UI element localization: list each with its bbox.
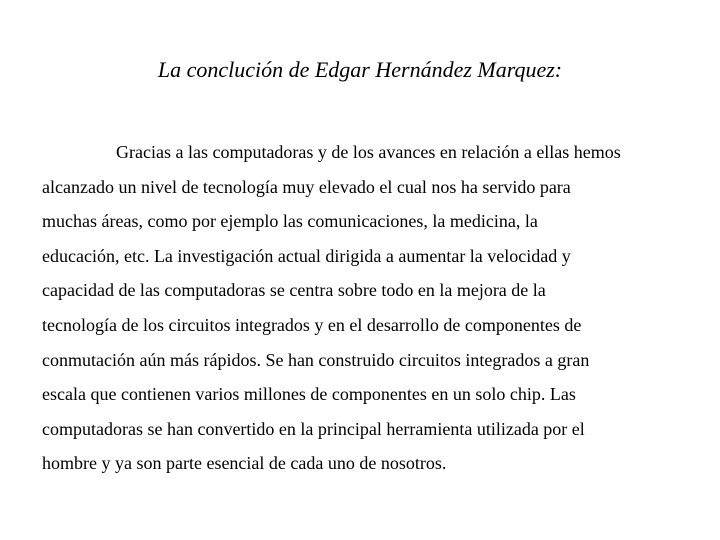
paragraph-line: alcanzado un nivel de tecnología muy elevado el cual nos ha servido para [42,176,571,197]
conclusion-paragraph [42,135,692,481]
paragraph-line: muchas áreas, como por ejemplo las comunicaciones, la medicina, la [42,211,538,232]
paragraph-line: tecnología de los circuitos integrados y en el desarrollo de componentes de [42,314,582,335]
paragraph-line: hombre y ya son parte esencial de cada uno de nosotros. [42,453,447,474]
paragraph-line: capacidad de las computadoras se centra sobre todo en la mejora de la [42,280,546,301]
paragraph-line: Gracias a las computadoras y de los avances en relación a ellas hemos [116,142,621,162]
paragraph-line: conmutación aún más rápidos. Se han construido circuitos integrados a gran [42,349,590,370]
slide-title: La conclución de Edgar Hernández Marquez: [157,57,563,82]
paragraph-line: escala que contienen varios millones de componentes en un solo chip. Las [42,384,576,405]
paragraph-line: computadoras se han convertido en la principal herramienta utilizada por el [42,418,585,439]
paragraph-line: educación, etc. La investigación actual dirigida a aumentar la velocidad y [42,245,571,266]
